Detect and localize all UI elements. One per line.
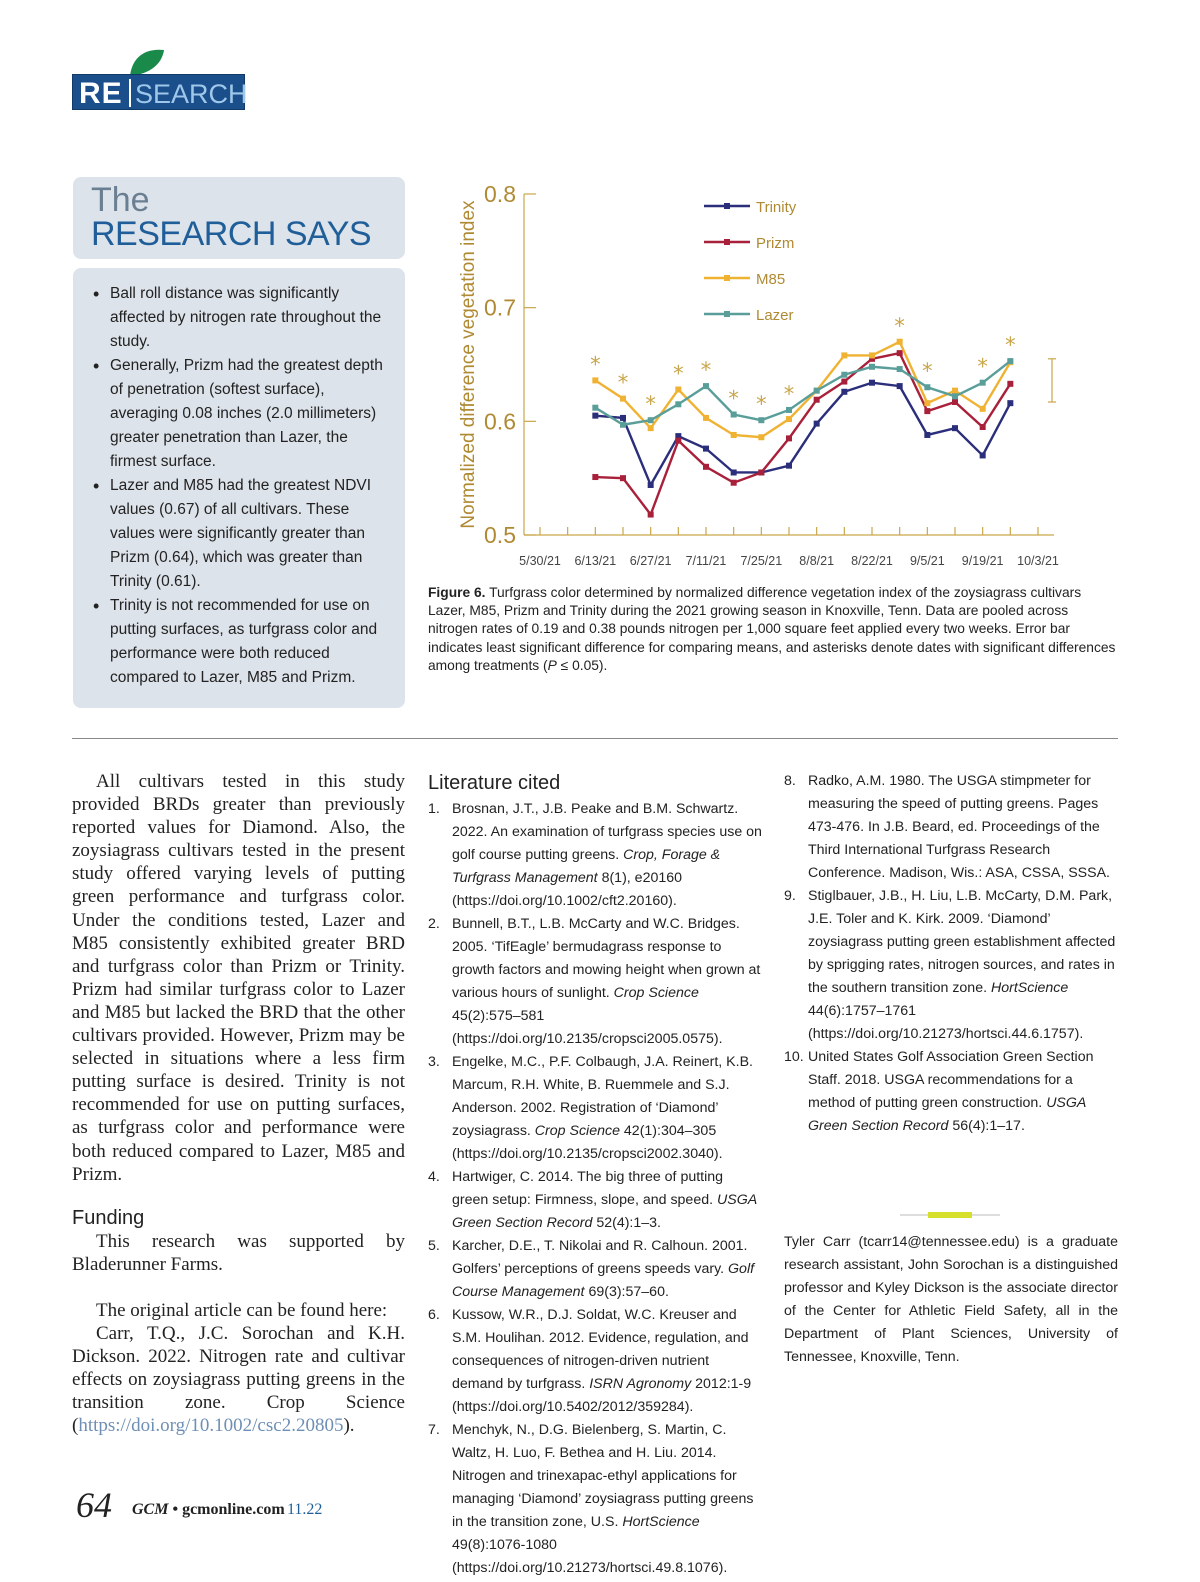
legend-entry: Prizm — [756, 235, 795, 252]
series-point — [1007, 358, 1013, 364]
series-point — [758, 417, 764, 423]
series-line-prizm — [595, 353, 1010, 514]
funding-text: This research was supported by Bladerunner Farms. — [72, 1230, 405, 1275]
series-line-lazer — [595, 361, 1010, 425]
legend-entry: M85 — [756, 271, 786, 288]
significance-asterisk: * — [700, 358, 712, 383]
research-section-logo — [72, 46, 248, 112]
series-point — [952, 393, 958, 399]
reference-item: 3. Engelke, M.C., P.F. Colbaugh, J.A. Reinert, K.B. Marcum, R.H. White, B. Ruemmele and S.J. Anderson. 2002. Registration of ‘Diamond’ zoysiagrass. Crop Science 42(1):304–305 (https://doi.org/10.2135/cropsci2002.3040). — [428, 1051, 763, 1166]
series-point — [952, 388, 958, 394]
series-point — [786, 435, 792, 441]
significance-asterisk: * — [922, 359, 933, 384]
section-label-prefix: RE — [79, 77, 123, 110]
y-tick-label: 0.7 — [484, 294, 516, 321]
reference-journal: USGA Green Section Record — [452, 1192, 757, 1231]
reference-journal: Crop Science — [534, 1123, 620, 1139]
series-point — [897, 350, 903, 356]
y-tick-label: 0.5 — [484, 522, 516, 548]
x-tick-label: 6/13/21 — [574, 554, 617, 568]
series-point — [731, 469, 737, 475]
research-says-bullet: • Trinity is not recommended for use on putting surfaces, as turfgrass color and performance were both reduced compared to Lazer, M85 and Prizm. — [93, 594, 385, 690]
significance-asterisk: * — [617, 370, 629, 395]
reference-journal: HortScience — [990, 980, 1069, 996]
leaf-icon — [128, 46, 166, 76]
reference-item: 6. Kussow, W.R., D.J. Soldat, W.C. Kreuser and S.M. Houlihan. 2012. Evidence, regulation, and consequences of nitrogen-driven nutrient demand by turfgrass. ISRN Agronomy 2012:1-9 (https://doi.org/10.5402/2012/359284). — [428, 1304, 763, 1419]
series-point — [786, 416, 792, 422]
series-point — [786, 463, 792, 469]
series-line-trinity — [595, 383, 1010, 485]
reference-journal: Golf Course Management — [452, 1261, 755, 1300]
series-point — [952, 399, 958, 405]
significance-asterisk: * — [728, 386, 739, 411]
section-label-bar — [72, 74, 248, 110]
reference-item: 10. United States Golf Association Green Section Staff. 2018. USGA recommendations for a method of putting green construction. USGA Green Section Record 56(4):1–17. — [784, 1046, 1118, 1138]
series-point — [758, 434, 764, 440]
x-tick-label: 5/30/21 — [519, 554, 561, 568]
series-line-m85 — [595, 342, 1010, 437]
significance-asterisk: * — [590, 352, 601, 377]
series-point — [620, 475, 626, 481]
series-point — [648, 417, 654, 423]
series-point — [620, 415, 626, 421]
figure-caption-p: P — [547, 657, 557, 673]
series-point — [869, 352, 875, 358]
series-point — [703, 415, 709, 421]
series-point — [703, 383, 709, 389]
original-article-citation: Carr, T.Q., J.C. Sorochan and K.H. Dickson. 2022. Nitrogen rate and cultivar effects on zoysiagrass putting greens in the transition zone. Crop Science (https://doi.org/10.1002/csc2.20805). — [72, 1322, 405, 1437]
series-point — [675, 438, 681, 444]
reference-number: 1. — [428, 801, 440, 817]
research-says-bullet: • Generally, Prizm had the greatest depth of penetration (softest surface), averaging 0.08 inches (2.0 millimeters) greater penetration than Lazer, the firmest surface. — [93, 354, 385, 474]
page-footer — [76, 1484, 476, 1524]
series-point — [648, 512, 654, 518]
series-point — [620, 396, 626, 402]
series-point — [924, 384, 930, 390]
original-article-intro: The original article can be found here: — [96, 1299, 388, 1321]
series-point — [731, 412, 737, 418]
ndvi-line-chart — [452, 178, 1092, 578]
significance-asterisk: * — [1005, 333, 1016, 358]
legend-entry: Lazer — [756, 307, 794, 324]
reference-number: 2. — [428, 916, 440, 932]
reference-journal: Crop, Forage & Turfgrass Management — [452, 847, 721, 886]
series-point — [952, 425, 958, 431]
series-point — [980, 406, 986, 412]
y-tick-label: 0.8 — [484, 181, 516, 207]
reference-list — [428, 798, 763, 1580]
issue-date: 11.22 — [287, 1501, 323, 1518]
figure-caption-label: Figure 6. — [428, 585, 486, 600]
significance-asterisk: * — [645, 392, 656, 417]
series-point — [841, 372, 847, 378]
reference-item: 7. Menchyk, N., D.G. Bielenberg, S. Martin, C. Waltz, H. Luo, F. Bethea and H. Liu. 2014. Nitrogen and trinexapac-ethyl applications for managing ‘Diamond’ zoysiagrass putting greens in the transition zone, U.S. HortScience 49(8):1076-1080 (https://doi.org/10.21273/hortsci.49.8.1076). — [428, 1419, 763, 1580]
literature-heading: Literature cited — [428, 772, 561, 794]
series-point — [841, 352, 847, 358]
series-point — [1007, 400, 1013, 406]
significance-asterisk: * — [977, 354, 988, 379]
figure-caption-p-rest: ≤ 0.05). — [556, 657, 608, 673]
x-tick-label: 8/8/21 — [799, 554, 835, 568]
legend-entry: Trinity — [756, 199, 797, 216]
legend-marker — [724, 275, 730, 281]
section-divider — [72, 738, 1118, 739]
series-point — [592, 474, 598, 480]
reference-item: 2. Bunnell, B.T., L.B. McCarty and W.C. Bridges. 2005. ‘TifEagle’ bermudagrass response to growth factors and mowing height when grown at various hours of sunlight. Crop Science 45(2):575–581 (https://doi.org/10.2135/cropsci2005.0575). — [428, 913, 763, 1051]
body-paragraph: All cultivars tested in this study provided BRDs greater than previously reported values for Diamond. Also, the zoysiagrass cultivars tested in the present study offered varying levels of putting green performance and turfgrass color. Under the conditions tested, Lazer and M85 consistently exhibited greater BRD and turfgrass color than Prizm or Trinity. Prizm had similar turfgrass color to Lazer and M85 but lacked the BRD that the other cultivars provided. However, Prizm may be selected in situations where a less firm putting surface is desired. Trinity is not recommended for use on putting surfaces, as turfgrass color and performance were both reduced compared to Lazer, M85 and Prizm. — [72, 771, 405, 1185]
reference-item: 8. Radko, A.M. 1980. The USGA stimpmeter for measuring the speed of putting greens. Pages 473-476. In J.B. Beard, ed. Proceedings of the Third International Turfgrass Research Conference. Madison, Wis.: ASA, CSSA, SSSA. — [784, 770, 1118, 885]
series-point — [814, 421, 820, 427]
literature-column-continued — [784, 770, 1118, 1138]
reference-journal: ISRN Agronomy — [589, 1376, 692, 1392]
reference-number: 7. — [428, 1422, 440, 1438]
x-tick-label: 7/11/21 — [685, 554, 727, 568]
reference-item: 9. Stiglbauer, J.B., H. Liu, L.B. McCarty, D.M. Park, J.E. Toler and K. Kirk. 2009. ‘Diamond’ zoysiagrass putting green establishment affected by sprigging rates, nitrogen sources, and rates in the southern transition zone. HortScience 44(6):1757–1761 (https://doi.org/10.21273/hortsci.44.6.1757). — [784, 885, 1118, 1046]
literature-column — [428, 770, 763, 1580]
series-point — [703, 446, 709, 452]
significance-asterisk: * — [756, 392, 767, 417]
section-label-rest: SEARCH — [135, 79, 248, 109]
x-tick-label: 10/3/21 — [1017, 554, 1059, 568]
chart-legend — [704, 199, 797, 324]
series-point — [1007, 381, 1013, 387]
series-point — [980, 452, 986, 458]
reference-journal: HortScience — [622, 1514, 700, 1530]
series-point — [703, 464, 709, 470]
series-point — [980, 380, 986, 386]
series-point — [731, 480, 737, 486]
series-point — [758, 469, 764, 475]
page-number: 64 — [76, 1485, 112, 1525]
reference-number: 4. — [428, 1169, 440, 1185]
research-says-bullet: • Lazer and M85 had the greatest NDVI values (0.67) of all cultivars. These values were significantly greater than Prizm (0.64), which was greater than Trinity (0.61). — [93, 474, 385, 594]
y-axis-title: Normalized difference vegetation index — [458, 200, 479, 529]
original-article-link[interactable]: https://doi.org/10.1002/csc2.20805 — [78, 1415, 344, 1437]
reference-item: 1. Brosnan, J.T., J.B. Peake and B.M. Schwartz. 2022. An examination of turfgrass species use on golf course putting greens. Crop, Forage & Turfgrass Management 8(1), e20160 (https://doi.org/10.1002/cft2.20160). — [428, 798, 763, 913]
article-body-column — [72, 770, 405, 1437]
legend-marker — [724, 239, 730, 245]
series-point — [897, 366, 903, 372]
reference-list-continued — [784, 770, 1118, 1138]
reference-journal: Crop Science — [613, 985, 699, 1001]
series-point — [897, 383, 903, 389]
series-point — [980, 424, 986, 430]
series-point — [786, 407, 792, 413]
series-point — [620, 422, 626, 428]
series-point — [648, 482, 654, 488]
series-point — [675, 387, 681, 393]
series-point — [814, 397, 820, 403]
series-point — [924, 432, 930, 438]
series-point — [869, 380, 875, 386]
reference-number: 10. — [784, 1049, 804, 1065]
series-point — [592, 377, 598, 383]
research-says-title-line1: The — [91, 181, 150, 219]
x-tick-label: 8/22/21 — [851, 554, 893, 568]
research-says-bullet: • Ball roll distance was significantly affected by nitrogen rate throughout the study. — [93, 282, 385, 354]
reference-journal: USGA Green Section Record — [808, 1095, 1086, 1134]
series-point — [924, 400, 930, 406]
significance-asterisk: * — [894, 313, 905, 338]
x-tick-label: 9/19/21 — [961, 554, 1004, 568]
bio-divider-ornament — [900, 1211, 1000, 1219]
reference-number: 3. — [428, 1054, 440, 1070]
section-label-divider — [129, 79, 131, 107]
reference-number: 9. — [784, 888, 796, 904]
x-tick-label: 9/5/21 — [909, 554, 945, 568]
series-point — [592, 405, 598, 411]
legend-marker — [724, 311, 730, 317]
research-says-box — [73, 268, 405, 708]
reference-number: 8. — [784, 773, 796, 789]
funding-heading: Funding — [72, 1206, 145, 1229]
series-point — [731, 432, 737, 438]
series-point — [897, 339, 903, 345]
series-point — [814, 388, 820, 394]
x-tick-label: 7/25/21 — [740, 554, 783, 568]
series-point — [648, 425, 654, 431]
figure-caption — [428, 584, 1118, 675]
series-point — [592, 413, 598, 419]
reference-number: 5. — [428, 1238, 440, 1254]
series-point — [675, 401, 681, 407]
series-point — [869, 364, 875, 370]
y-tick-label: 0.6 — [484, 408, 516, 435]
reference-item: 5. Karcher, D.E., T. Nikolai and R. Calhoun. 2001. Golfers’ perceptions of greens speeds vary. Golf Course Management 69(3):57–60. — [428, 1235, 763, 1304]
chart-series-group — [590, 314, 1056, 518]
reference-item: 4. Hartwiger, C. 2014. The big three of putting green setup: Firmness, slope, and speed. USGA Green Section Record 52(4):1–3. — [428, 1166, 763, 1235]
significance-asterisk: * — [673, 361, 684, 386]
series-point — [924, 408, 930, 414]
research-says-header — [73, 177, 405, 259]
figure-caption-text: Turfgrass color determined by normalized difference vegetation index of the zoysiagrass cultivars Lazer, M85, Prizm and Trinity during the 2021 growing season in Knoxville, Tenn. Data are pooled across nitrogen rates of 0.19 and 0.38 pounds nitrogen per 1,000 square feet applied every two weeks. Error bar indicates least significant difference for comparing means, and asterisks denote dates with significant differences among treatments ( — [428, 585, 1116, 673]
legend-marker — [724, 203, 730, 209]
series-point — [841, 389, 847, 395]
research-says-title-line2: RESEARCH SAYS — [91, 215, 372, 253]
publication-name: GCM • gcmonline.com — [132, 1501, 285, 1518]
significance-asterisk: * — [783, 381, 795, 406]
x-tick-label: 6/27/21 — [629, 554, 672, 568]
author-bio: Tyler Carr (tcarr14@tennessee.edu) is a graduate research assistant, John Sorochan is a distinguished professor and Kyley Dickson is the associate director of the Center for Athletic Field Safety, all in the Department of Plant Sciences, University of Tennessee, Knoxville, Tenn. — [784, 1234, 1118, 1365]
series-point — [841, 379, 847, 385]
reference-number: 6. — [428, 1307, 440, 1323]
